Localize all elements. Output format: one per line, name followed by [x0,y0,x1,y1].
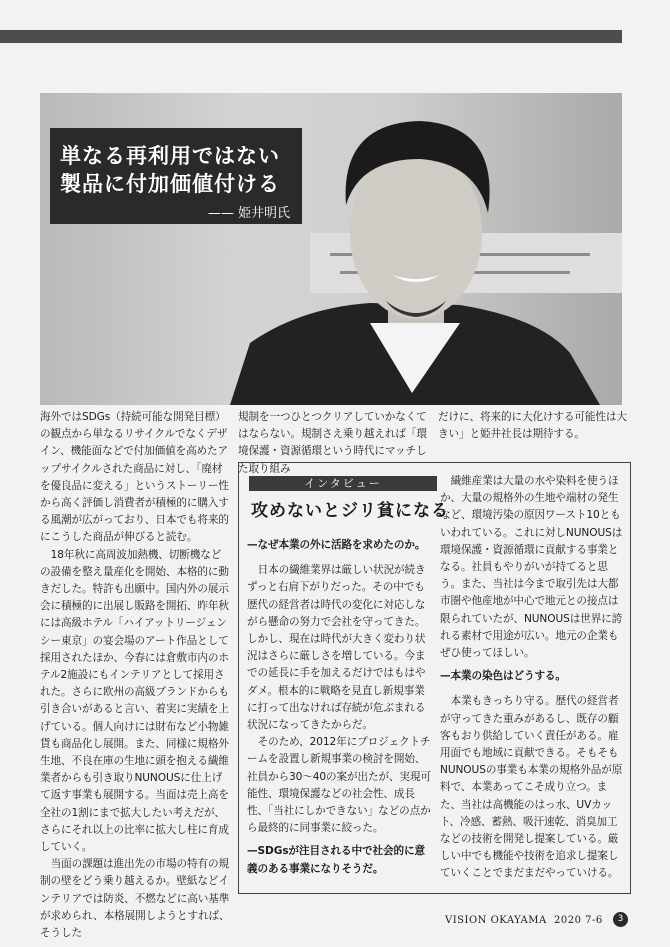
question: —なぜ本業の外に活路を求めたのか。 [247,539,426,551]
question: —SDGsが注目される中で社会的に意義のある事業になりそうだ。 [247,845,425,875]
body-column-3-top [438,409,628,443]
question: —本業の染色はどうする。 [440,670,566,683]
answer: 日本の繊維業界は厳しい状況が続きずっと右肩下がりだった。その中でも歴代の経営者は時代の変化に対応しながら懸命の努力で会社を守ってきた。しかし、現在は時代が大きく変わり状況はさらに厳しさを増している。今までの延長に手を加えるだけではもはやダメ。根本的に戦略を見直し新規事業に打って出なければ存続が危ぶまれる状況になってきたからだ。 [247,564,426,732]
interview-box [238,462,631,894]
magazine-name: VISION OKAYAMA [445,915,547,926]
body-column-1 [40,409,230,942]
interview-column-right [440,473,626,883]
interview-title: 攻めないとジリ貧になる [251,501,449,521]
article-title-line2: 製品に付加価値付ける [60,171,280,196]
page-number: 3 [613,912,628,927]
paragraph: だけに、将来的に大化けする可能性は大きい」と姫井社長は期待する。 [438,411,627,441]
answer: 本業もきっちり守る。歴代の経営者が守ってきた重みがあるし、既存の顧客もおり供給していく責任がある。雇用面でも地域に貢献できる。そもそもNUNOUSの事業も本業の規格外品が原料で、本業あってこそ成り立つ。また、当社は高機能のはっ水、UVカット、冷感、蓄熱、吸汗速乾、消臭加工などの技術を開発し提案している。厳しい中でも機能や技術を追求し提案していくことでまだまだやっていける。 [440,695,623,880]
paragraph: 規制を一つひとつクリアしていかなくてはならない。規制さえ乗り越えれば「環境保護・資源循環という時代にマッチした取り組み [238,411,427,475]
interview-column-left [247,531,435,886]
interview-kicker: インタビュー [249,476,437,491]
footer-credit [445,915,603,926]
article-title-box [50,128,302,224]
article-title-line1: 単なる再利用ではない [60,143,280,168]
header-bar [0,30,622,43]
issue-number: 2020 7-6 [554,915,603,926]
portrait-photo [40,93,622,405]
paragraph: 当面の課題は進出先の市場の特有の規制の壁をどう乗り越えるか。壁紙などインテリアでは防炎、不燃などに高い基準が求められ、本格展開しようとすれば、そうした [40,858,230,940]
article-byline: —— 姫井明氏 [207,206,290,221]
answer: 繊維産業は大量の水や染料を使うほか、大量の規格外の生地や端材の発生など、環境汚染の原因ワースト10ともいわれている。これに対しNUNOUSは環境保護・資源循環に貢献する事業となる。社員もやりがいが持てると思う。また、当社は今まで取引先は大都市圏や他産地が中心で地元との接点は限られていたが、NUNOUSは世界に誇れる素材で用途が広い。地元の企業もぜひ使ってほしい。 [440,475,623,660]
answer: そのため、2012年にプロジェクトチームを設置し新規事業の検討を開始、社員から30～40の案が出たが、実現可能性、環境保護などの社会性、成長性、「当社にしかできない」などの点から最終的に同事業に絞った。 [247,736,431,835]
paragraph: 18年秋に高周波加熱機、切断機などの設備を整え量産化を開始、本格的に動きだした。特許も出願中。国内外の展示会に積極的に出展し販路を開拓、昨年秋には高級ホテル「ハイアットリージェンシー東京」の宴会場のアート作品として採用されたほか、今春には倉敷市内のホテル2施設にもインテリアとして採用された。さらに欧州の高級ブランドからも引き合いがあると言い、着実に実績を上げている。個人向けには財布など小物雑貨も商品化し展開。また、同様に規格外生地、不良在庫の生地に頭を抱える繊維業者からも引き取りNUNOUSに仕上げて返す事業も展開する。当面は売上高を全社の1割にまで拡大したい考えだが、さらにそれ以上の比率に拡大し柱に育成していく。 [40,548,229,854]
paragraph: 海外ではSDGs（持続可能な開発目標）の観点から単なるリサイクルでなくデザイン、機能面などで付加価値を高めたアップサイクルされた商品に対し、「廃材を優良品に変える」というストーリー性から高く評価し消費者が積極的に購入する風潮が広がっており、日本でも将来的にこうした商品が伸びると読む。 [40,411,229,544]
